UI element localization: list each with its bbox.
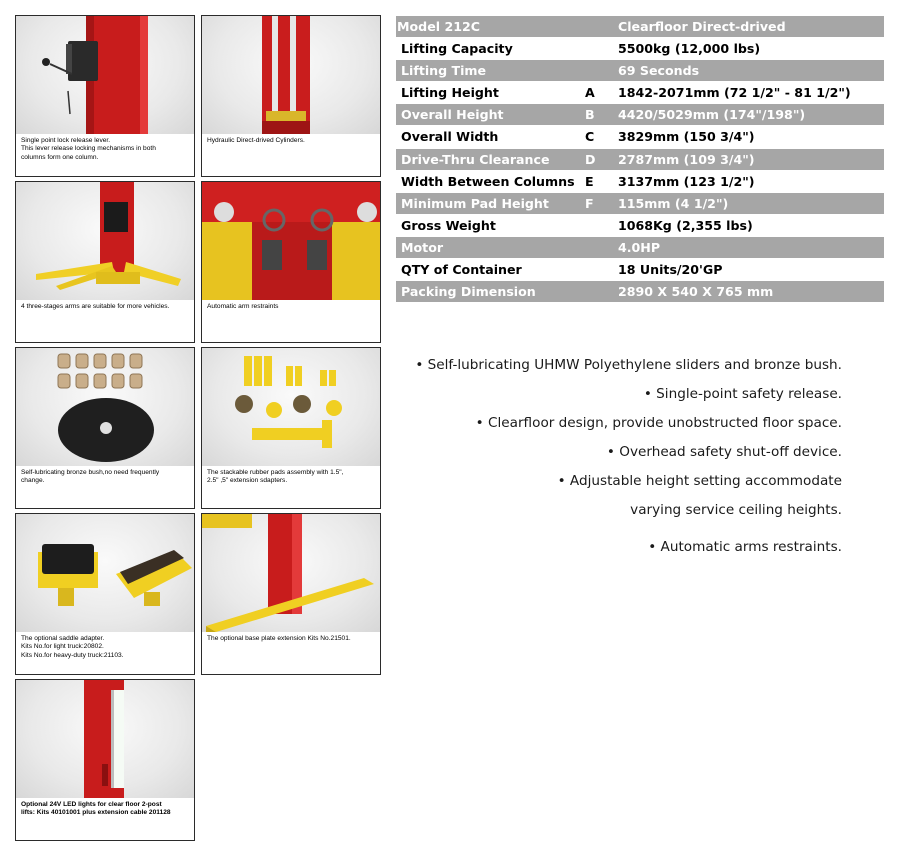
photo-card-arm-restraints: [201, 181, 381, 343]
feature-item: • Clearfloor design, provide unobstructed floor space.: [475, 415, 842, 431]
photo-card-led-lights: [15, 679, 195, 841]
feature-item: • Adjustable height setting accommodate: [557, 473, 842, 489]
caption-lock-release: Single point lock release lever. This lever release locking mechanisms in both columns form one column.: [21, 137, 156, 161]
caption-arms: 4 three-stages arms are suitable for more vehicles.: [21, 303, 170, 310]
photo-arm-restraints: [202, 182, 380, 300]
spec-row-packing-dimension: Packing Dimension 2890 X 540 X 765 mm: [396, 281, 884, 302]
caption-saddle-adapter: The optional saddle adapter. Kits No.for light truck:20802. Kits No.for heavy-duty truck:21103.: [21, 635, 124, 659]
spec-row-lifting-height: Lifting Height A 1842-2071mm (72 1/2" - 81 1/2"): [396, 82, 884, 103]
photo-saddle-adapter: [16, 514, 194, 632]
feature-item: • Overhead safety shut-off device.: [606, 444, 842, 460]
caption-cylinders: Hydraulic Direct-drived Cylinders.: [207, 137, 305, 144]
spec-row-model: Model 212C Clearfloor Direct-drived: [396, 16, 884, 37]
spec-row-overall-height: Overall Height B 4420/5029mm (174"/198"): [396, 104, 884, 125]
spec-row-drive-thru-clearance: Drive-Thru Clearance D 2787mm (109 3/4"): [396, 149, 884, 170]
caption-led-lights: Optional 24V LED lights for clear floor 2-post lifts: Kits 40101001 plus extension cable 201128: [21, 801, 171, 817]
spec-row-overall-width: Overall Width C 3829mm (150 3/4"): [396, 126, 884, 147]
spec-table: [396, 16, 884, 303]
photo-card-saddle-adapter: [15, 513, 195, 675]
feature-item: • Single-point safety release.: [643, 386, 842, 402]
feature-item-continued: varying service ceiling heights.: [630, 502, 842, 518]
photo-card-lock-release: [15, 15, 195, 177]
photo-base-plate-extension: [202, 514, 380, 632]
spec-row-motor: Motor 4.0HP: [396, 237, 884, 258]
photo-lock-release-lever: [16, 16, 194, 134]
spec-row-gross-weight: Gross Weight 1068Kg (2,355 lbs): [396, 215, 884, 236]
photo-card-rubber-pads: [201, 347, 381, 509]
feature-item: • Automatic arms restraints.: [648, 539, 842, 555]
photo-three-stage-arms: [16, 182, 194, 300]
spec-row-qty-of-container: QTY of Container 18 Units/20'GP: [396, 259, 884, 280]
photo-card-cylinders: [201, 15, 381, 177]
spec-row-lifting-capacity: Lifting Capacity 5500kg (12,000 lbs): [396, 38, 884, 59]
photo-bronze-bush: [16, 348, 194, 466]
spec-row-width-between-columns: Width Between Columns E 3137mm (123 1/2"): [396, 171, 884, 192]
photo-rubber-pads: [202, 348, 380, 466]
photo-card-bronze-bush: [15, 347, 195, 509]
spec-row-lifting-time: Lifting Time 69 Seconds: [396, 60, 884, 81]
caption-base-plate: The optional base plate extension Kits No.21501.: [207, 635, 351, 642]
photo-led-lights: [16, 680, 194, 798]
spec-row-minimum-pad-height: Minimum Pad Height F 115mm (4 1/2"): [396, 193, 884, 214]
caption-bronze-bush: Self-lubricating bronze bush,no need frequently change.: [21, 469, 160, 485]
feature-item: • Self-lubricating UHMW Polyethylene sliders and bronze bush.: [415, 357, 842, 373]
photo-card-arms: [15, 181, 195, 343]
caption-rubber-pads: The stackable rubber pads assembly with 1.5", 2.5" ,5" extension sdapters.: [207, 469, 344, 485]
photo-hydraulic-cylinders: [202, 16, 380, 134]
photo-card-base-plate: [201, 513, 381, 675]
caption-arm-restraints: Automatic arm restraints: [207, 303, 279, 310]
